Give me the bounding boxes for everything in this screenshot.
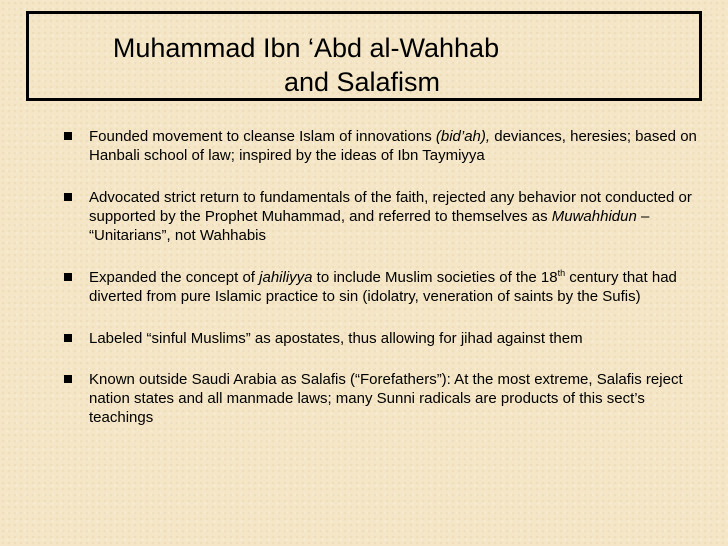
bullet-item [64, 268, 704, 306]
bullet-item [64, 329, 704, 348]
bullet-text-run: Advocated strict return to fundamentals of the faith, rejected any behavior not conducted or supported by the Prophet Muhammad, and referred to themselves as [89, 189, 692, 225]
square-bullet-icon [64, 273, 72, 281]
bullet-text-run: Expanded the concept of [89, 269, 260, 286]
bullet-text-run: deviances, heresies; based on Hanbali school of law; inspired by the ideas of Ibn Taymiyya [89, 128, 697, 164]
square-bullet-icon [64, 132, 72, 140]
slide-title-line-2: and Salafism [283, 67, 441, 97]
bullet-text [89, 371, 683, 426]
bullet-text-run: Known outside Saudi Arabia as Salafis (“Forefathers”): At the most extreme, Salafis reject nation states and all manmade laws; many Sunni radicals are products of this sect’s teachings [89, 371, 683, 426]
bullet-text-run: – “Unitarians”, not Wahhabis [89, 208, 650, 244]
bullet-text [89, 128, 697, 164]
bullet-item [64, 127, 704, 165]
bullet-text-run: Founded movement to cleanse Islam of innovations [89, 128, 436, 145]
bullet-list [64, 127, 704, 450]
slide-title-line-1: Muhammad Ibn ‘Abd al-Wahhab [112, 33, 500, 63]
bullet-text-italic: Muwahhidun [551, 208, 637, 225]
bullet-item [64, 370, 704, 427]
bullet-text-italic: jahiliyya [259, 269, 313, 286]
bullet-text-run: Labeled “sinful Muslims” as apostates, thus allowing for jihad against them [89, 330, 583, 347]
bullet-text-run: to include Muslim societies of the 18 [312, 269, 558, 286]
bullet-text [89, 189, 692, 244]
bullet-text [89, 269, 677, 305]
bullet-text-italic: (bid’ah), [435, 128, 491, 145]
square-bullet-icon [64, 375, 72, 383]
bullet-text-run: century that had diverted from pure Islamic practice to sin (idolatry, veneration of saints by the Sufis) [89, 269, 677, 305]
superscript: th [557, 268, 566, 278]
square-bullet-icon [64, 334, 72, 342]
bullet-text [89, 330, 583, 347]
title-box [26, 11, 702, 101]
square-bullet-icon [64, 193, 72, 201]
bullet-item [64, 188, 704, 245]
